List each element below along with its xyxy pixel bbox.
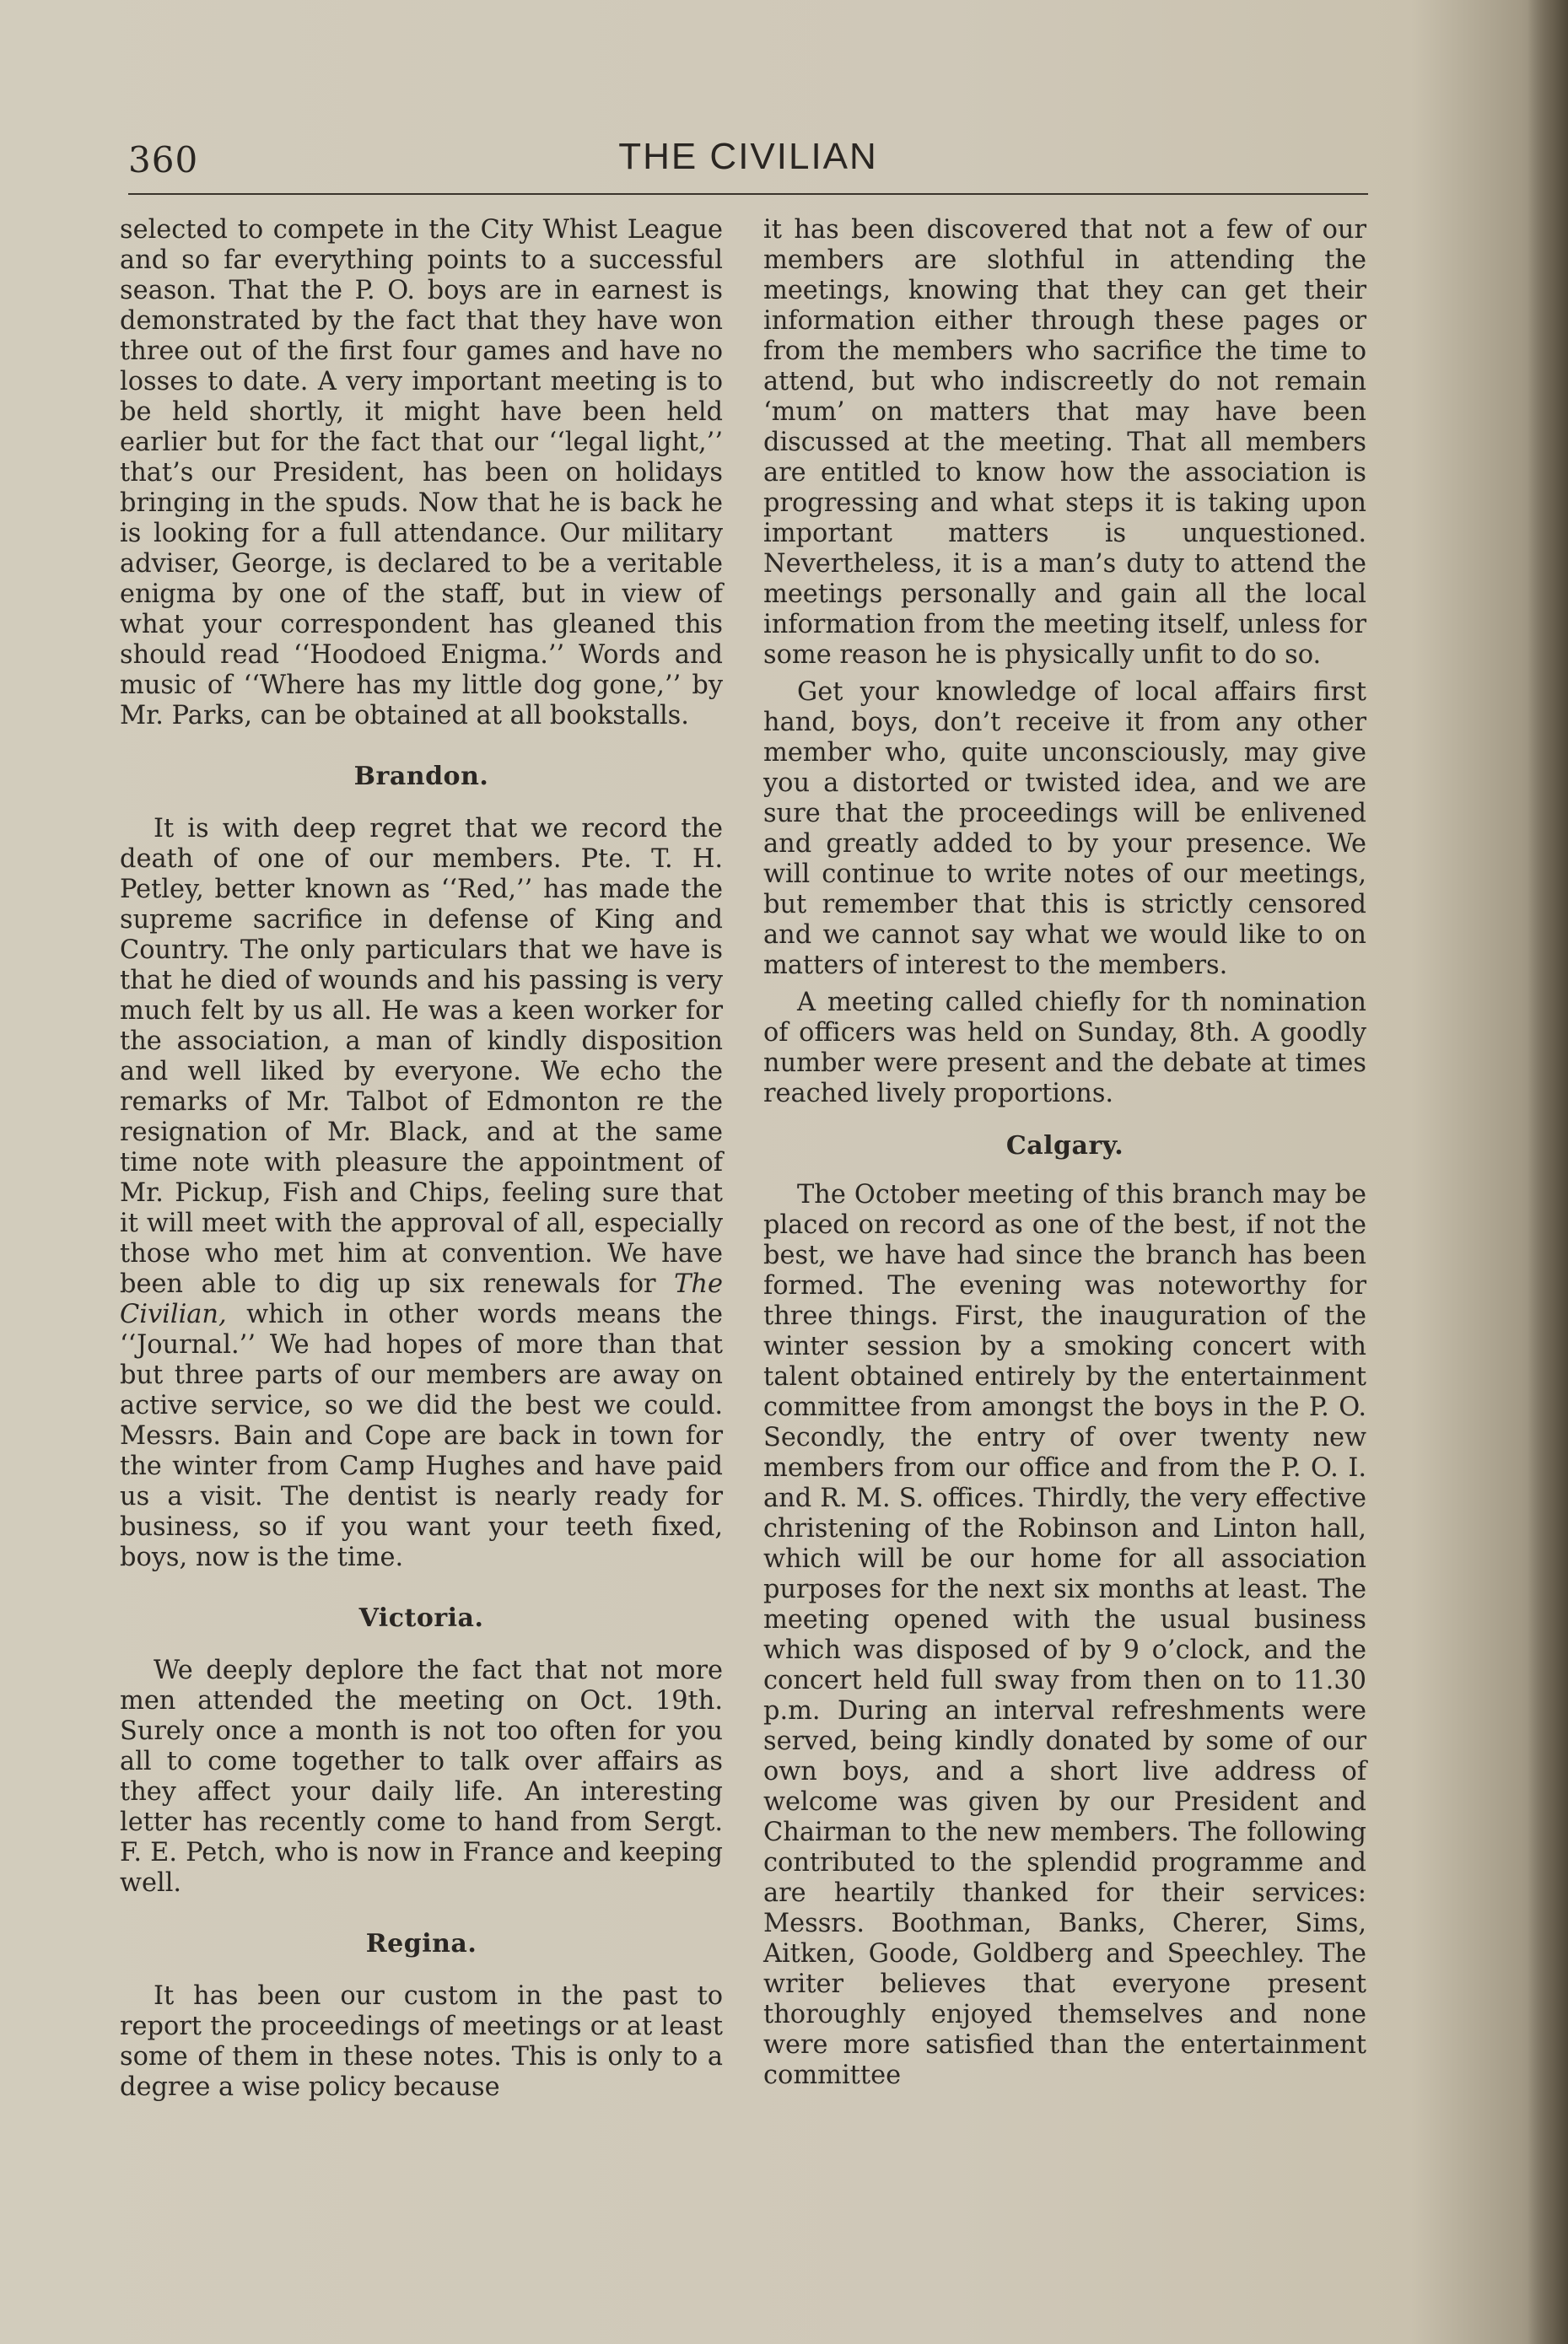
left-column	[120, 215, 723, 2103]
header-rule	[128, 193, 1368, 195]
victoria-paragraph: We deeply deplore the fact that not more men attended the meeting on Oct. 19th. Surely once a month is not too often for you all to come together to talk over affairs as they affect your daily life. An interesting letter has recently come to hand from Sergt. F. E. Petch, who is now in France and keeping well.	[120, 1656, 723, 1898]
calgary-paragraph: The October meeting of this branch may be placed on record as one of the best, if not the best, we have had since the branch has been formed. The evening was noteworthy for three things. First, the inauguration of the winter session by a smoking concert with talent obtained entirely by the entertainment committee from amongst the boys in the P. O. Secondly, the entry of over twenty new members from our office and from the P. O. I. and R. M. S. offices. Thirdly, the very effective christening of the Robinson and Linton hall, which will be our home for all association purposes for the next six months at least. The meeting opened with the usual business which was disposed of by 9 o’clock, and the concert held full sway from then on to 11.30 p.m. During an interval refreshments were served, being kindly donated by some of our own boys, and a short live address of welcome was given by our President and Chairman to the new members. The following contributed to the splendid programme and are heartily thanked for their services: Messrs. Boothman, Banks, Cherer, Sims, Aitken, Goode, Goldberg and Speechley. The writer believes that everyone present thoroughly enjoyed themselves and none were more satisfied than the entertainment committee	[763, 1180, 1366, 2090]
book-spine-shadow	[1528, 0, 1568, 2344]
section-heading-calgary: Calgary.	[1005, 1131, 1124, 1161]
regina-paragraph: It has been our custom in the past to report the proceedings of meetings or at least some of them in these notes. This is only to a degree a wise policy because	[120, 1981, 723, 2102]
regina-continued-paragraph: it has been discovered that not a few of our members are slothful in attending the meetings, knowing that they can get their information either through these pages or from the members who sacrifice the time to attend, but who indiscreetly do not remain ‘mum’ on matters that may have been discussed at the meeting. That all members are entitled to know how the association is progressing and what steps it is taking upon important matters is unquestioned. Nevertheless, it is a man’s duty to attend the meetings personally and gain all the local information from the meeting itself, unless for some reason he is physically unfit to do so.	[763, 215, 1366, 670]
journal-title: THE CIVILIAN	[618, 136, 878, 177]
brandon-text-part-2: which in other words means the ‘‘Journal.’’ We had hopes of more than that but three parts of our members are away on active service, so we did the best we could. Messrs. Bain and Cope are back in town for the winter from Camp Hughes and have paid us a visit. The dentist is nearly ready for business, so if you want your teeth fixed, boys, now is the time.	[120, 1300, 723, 1572]
right-column	[763, 215, 1366, 2091]
section-heading-brandon: Brandon.	[353, 762, 489, 791]
page-number: 360	[128, 139, 199, 181]
brandon-paragraph	[120, 814, 723, 1573]
journal-title-italic: The Civilian,	[120, 1269, 723, 1329]
section-heading-regina: Regina.	[365, 1929, 477, 1959]
regina-paragraph-2: Get your knowledge of local affairs first hand, boys, don’t receive it from any other member who, quite unconsciously, may give you a distorted or twisted idea, and we are sure that the proceedings will be enlivened and greatly added to by your presence. We will continue to write notes of our meetings, but remember that this is strictly censored and we cannot say what we would like to on matters of interest to the members.	[763, 677, 1366, 980]
section-heading-victoria: Victoria.	[358, 1603, 484, 1633]
brandon-text-part-1: It is with deep regret that we record the death of one of our members. Pte. T. H. Petley, better known as ‘‘Red,’’ has made the supreme sacrifice in defense of King and Country. The only particulars that we have is that he died of wounds and his passing is very much felt by us all. He was a keen worker for the association, a man of kindly disposition and well liked by everyone. We echo the remarks of Mr. Talbot of Edmonton re the resignation of Mr. Black, and at the same time note with pleasure the appointment of Mr. Pickup, Fish and Chips, feeling sure that it will meet with the approval of all, especially those who met him at convention. We have been able to dig up six renewals for	[120, 814, 723, 1299]
continued-paragraph: selected to compete in the City Whist League and so far everything points to a successful season. That the P. O. boys are in earnest is demonstrated by the fact that they have won three out of the first four games and have no losses to date. A very important meeting is to be held shortly, it might have been held earlier but for the fact that our ‘‘legal light,’’ that’s our President, has been on holidays bringing in the spuds. Now that he is back he is looking for a full attendance. Our military adviser, George, is declared to be a veritable enigma by one of the staff, but in view of what your correspondent has gleaned this should read ‘‘Hoodoed Enigma.’’ Words and music of ‘‘Where has my little dog gone,’’ by Mr. Parks, can be obtained at all bookstalls.	[120, 215, 723, 730]
regina-paragraph-3: A meeting called chiefly for th nomination of officers was held on Sunday, 8th. A goodly number were present and the debate at times reached lively proportions.	[763, 988, 1366, 1108]
page-header	[128, 131, 1368, 190]
